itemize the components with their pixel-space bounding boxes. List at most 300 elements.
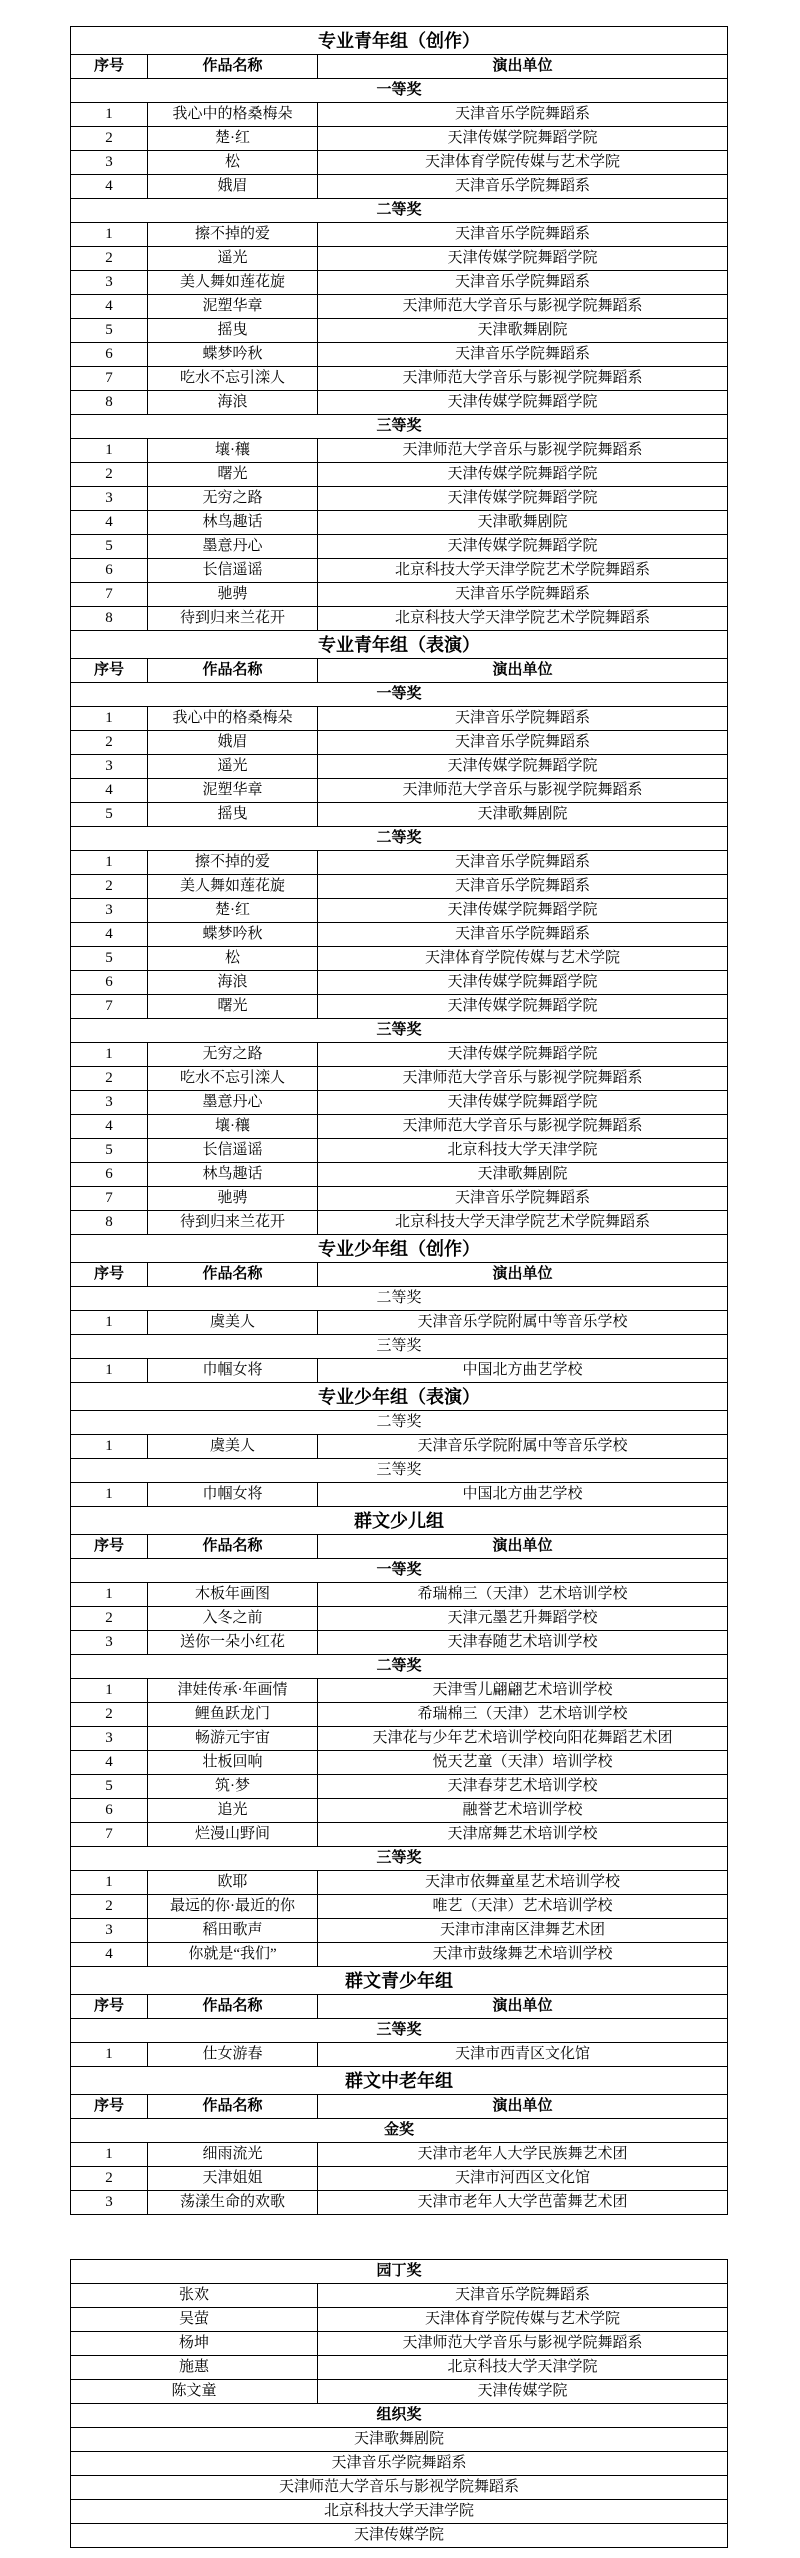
serial-number: 5 — [105, 806, 113, 822]
teacher-unit: 天津师范大学音乐与影视学院舞蹈系 — [317, 2332, 727, 2355]
serial-number: 1 — [105, 1362, 113, 1378]
table-row — [71, 1799, 727, 1823]
header-work-title: 作品名称 — [147, 1263, 317, 1286]
prize-level: 二等奖 — [376, 1290, 422, 1306]
work-title: 驰骋 — [147, 1187, 317, 1210]
work-title: 壤·穰 — [147, 439, 317, 462]
award-section — [71, 1967, 727, 2067]
teacher-unit: 天津音乐学院舞蹈系 — [317, 2284, 727, 2307]
serial-number: 4 — [105, 782, 113, 798]
work-title: 待到归来兰花开 — [147, 1211, 317, 1234]
organization-name: 天津传媒学院 — [353, 2527, 444, 2543]
work-title: 吃水不忘引滦人 — [147, 1067, 317, 1090]
organization-award-row — [71, 2524, 727, 2548]
serial-number: 1 — [105, 2146, 113, 2162]
serial-number: 2 — [105, 1898, 113, 1914]
serial-number: 1 — [105, 1586, 113, 1602]
table-row — [71, 1115, 727, 1139]
table-row — [71, 1359, 727, 1383]
serial-number: 3 — [105, 274, 113, 290]
performing-unit: 天津春随艺术培训学校 — [317, 1631, 727, 1654]
work-title: 蝶梦吟秋 — [147, 343, 317, 366]
gardener-award-row — [71, 2308, 727, 2332]
serial-number: 2 — [105, 734, 113, 750]
serial-number: 3 — [105, 2194, 113, 2210]
performing-unit: 天津传媒学院舞蹈学院 — [317, 391, 727, 414]
work-title: 松 — [147, 947, 317, 970]
serial-number: 5 — [105, 1142, 113, 1158]
performing-unit: 希瑞棉三（天津）艺术培训学校 — [317, 1583, 727, 1606]
table-row — [71, 1871, 727, 1895]
header-performing-unit: 演出单位 — [317, 659, 727, 682]
header-serial-number: 序号 — [93, 1998, 124, 2014]
prize-level-row — [71, 415, 727, 439]
performing-unit: 天津市老年人大学民族舞艺术团 — [317, 2143, 727, 2166]
section-title: 专业少年组（表演） — [318, 1386, 480, 1407]
performing-unit: 天津师范大学音乐与影视学院舞蹈系 — [317, 295, 727, 318]
serial-number: 2 — [105, 1070, 113, 1086]
serial-number: 1 — [105, 2046, 113, 2062]
table-row — [71, 1067, 727, 1091]
section-title: 群文少儿组 — [354, 1510, 444, 1531]
performing-unit: 天津歌舞剧院 — [317, 511, 727, 534]
performing-unit: 天津花与少年艺术培训学校向阳花舞蹈艺术团 — [317, 1727, 727, 1750]
work-title: 欧耶 — [147, 1871, 317, 1894]
teacher-unit: 天津传媒学院 — [317, 2380, 727, 2403]
performing-unit: 天津音乐学院舞蹈系 — [317, 923, 727, 946]
performing-unit: 天津市依舞童星艺术培训学校 — [317, 1871, 727, 1894]
prize-level: 一等奖 — [376, 1562, 422, 1578]
table-row — [71, 2143, 727, 2167]
performing-unit: 天津音乐学院附属中等音乐学校 — [317, 1311, 727, 1334]
serial-number: 6 — [105, 1166, 113, 1182]
table-row — [71, 1727, 727, 1751]
serial-number: 5 — [105, 538, 113, 554]
work-title: 美人舞如莲花旋 — [147, 271, 317, 294]
performing-unit: 天津元墨艺升舞蹈学校 — [317, 1607, 727, 1630]
organization-award-row — [71, 2500, 727, 2524]
section-title: 专业青年组（表演） — [318, 634, 480, 655]
performing-unit: 天津市津南区津舞艺术团 — [317, 1919, 727, 1942]
table-row — [71, 1043, 727, 1067]
section-title-row — [71, 1383, 727, 1411]
serial-number: 1 — [105, 1682, 113, 1698]
section-title-row — [71, 1235, 727, 1263]
table-row — [71, 247, 727, 271]
award-section — [71, 1235, 727, 1383]
table-row — [71, 1163, 727, 1187]
work-title: 擦不掉的爱 — [147, 223, 317, 246]
serial-number: 8 — [105, 610, 113, 626]
header-work-title: 作品名称 — [147, 55, 317, 78]
prize-level-row — [71, 1287, 727, 1311]
serial-number: 5 — [105, 1778, 113, 1794]
performing-unit: 天津传媒学院舞蹈学院 — [317, 971, 727, 994]
table-row — [71, 1311, 727, 1335]
gardener-award-row — [71, 2332, 727, 2356]
performing-unit: 北京科技大学天津学院艺术学院舞蹈系 — [317, 559, 727, 582]
serial-number: 7 — [105, 998, 113, 1014]
performing-unit: 天津师范大学音乐与影视学院舞蹈系 — [317, 1067, 727, 1090]
award-section — [71, 1383, 727, 1507]
table-row — [71, 559, 727, 583]
work-title: 遥光 — [147, 755, 317, 778]
award-section — [71, 1507, 727, 1967]
table-row — [71, 947, 727, 971]
table-row — [71, 995, 727, 1019]
column-header-row — [71, 659, 727, 683]
section-title-row — [71, 631, 727, 659]
serial-number: 3 — [105, 902, 113, 918]
performing-unit: 天津传媒学院舞蹈学院 — [317, 463, 727, 486]
prize-level-row — [71, 683, 727, 707]
organization-award-title-row — [71, 2404, 727, 2428]
work-title: 我心中的格桑梅朵 — [147, 707, 317, 730]
work-title: 仕女游春 — [147, 2043, 317, 2066]
work-title: 松 — [147, 151, 317, 174]
organization-award-row — [71, 2452, 727, 2476]
prize-level: 三等奖 — [376, 1462, 422, 1478]
performing-unit: 希瑞棉三（天津）艺术培训学校 — [317, 1703, 727, 1726]
table-row — [71, 1775, 727, 1799]
prize-level: 二等奖 — [376, 1658, 422, 1674]
performing-unit: 天津传媒学院舞蹈学院 — [317, 127, 727, 150]
table-row — [71, 295, 727, 319]
serial-number: 7 — [105, 1190, 113, 1206]
performing-unit: 天津音乐学院舞蹈系 — [317, 223, 727, 246]
prize-level-row — [71, 2119, 727, 2143]
work-title: 畅游元宇宙 — [147, 1727, 317, 1750]
work-title: 壮板回响 — [147, 1751, 317, 1774]
serial-number: 1 — [105, 1486, 113, 1502]
prize-level-row — [71, 1411, 727, 1435]
table-row — [71, 851, 727, 875]
serial-number: 5 — [105, 322, 113, 338]
serial-number: 4 — [105, 1754, 113, 1770]
organization-name: 北京科技大学天津学院 — [323, 2503, 474, 2519]
teacher-name: 陈文童 — [171, 2383, 217, 2399]
table-row — [71, 1607, 727, 1631]
work-title: 巾帼女将 — [147, 1483, 317, 1506]
work-title: 烂漫山野间 — [147, 1823, 317, 1846]
work-title: 细雨流光 — [147, 2143, 317, 2166]
performing-unit: 天津音乐学院舞蹈系 — [317, 271, 727, 294]
performing-unit: 天津市西青区文化馆 — [317, 2043, 727, 2066]
serial-number: 3 — [105, 1634, 113, 1650]
work-title: 泥塑华章 — [147, 295, 317, 318]
performing-unit: 唯艺（天津）艺术培训学校 — [317, 1895, 727, 1918]
performing-unit: 北京科技大学天津学院艺术学院舞蹈系 — [317, 607, 727, 630]
prize-level-row — [71, 1559, 727, 1583]
performing-unit: 天津歌舞剧院 — [317, 1163, 727, 1186]
work-title: 摇曳 — [147, 803, 317, 826]
work-title: 娥眉 — [147, 731, 317, 754]
table-row — [71, 2043, 727, 2067]
work-title: 送你一朵小红花 — [147, 1631, 317, 1654]
performing-unit: 天津师范大学音乐与影视学院舞蹈系 — [317, 367, 727, 390]
header-serial-number: 序号 — [93, 1266, 124, 1282]
work-title: 稻田歌声 — [147, 1919, 317, 1942]
table-row — [71, 731, 727, 755]
performing-unit: 北京科技大学天津学院 — [317, 1139, 727, 1162]
table-row — [71, 535, 727, 559]
section-title-row — [71, 27, 727, 55]
table-row — [71, 1187, 727, 1211]
table-row — [71, 899, 727, 923]
teacher-name: 杨坤 — [178, 2335, 209, 2351]
serial-number: 4 — [105, 514, 113, 530]
performing-unit: 天津体育学院传媒与艺术学院 — [317, 947, 727, 970]
prize-level: 三等奖 — [376, 2022, 422, 2038]
work-title: 吃水不忘引滦人 — [147, 367, 317, 390]
header-performing-unit: 演出单位 — [317, 1263, 727, 1286]
work-title: 天津姐姐 — [147, 2167, 317, 2190]
table-row — [71, 367, 727, 391]
table-row — [71, 1895, 727, 1919]
prize-level-row — [71, 1655, 727, 1679]
performing-unit: 天津歌舞剧院 — [317, 319, 727, 342]
organization-name: 天津音乐学院舞蹈系 — [331, 2455, 467, 2471]
work-title: 虞美人 — [147, 1435, 317, 1458]
table-row — [71, 1823, 727, 1847]
performing-unit: 天津传媒学院舞蹈学院 — [317, 755, 727, 778]
performing-unit: 天津音乐学院舞蹈系 — [317, 103, 727, 126]
table-row — [71, 343, 727, 367]
work-title: 林鸟趣话 — [147, 511, 317, 534]
column-header-row — [71, 1535, 727, 1559]
serial-number: 6 — [105, 562, 113, 578]
prize-level: 二等奖 — [376, 830, 422, 846]
serial-number: 5 — [105, 950, 113, 966]
work-title: 我心中的格桑梅朵 — [147, 103, 317, 126]
table-row — [71, 1703, 727, 1727]
section-title-row — [71, 2067, 727, 2095]
prize-level: 三等奖 — [376, 1338, 422, 1354]
award-section — [71, 631, 727, 1235]
performing-unit: 天津音乐学院舞蹈系 — [317, 731, 727, 754]
prize-level: 一等奖 — [376, 686, 422, 702]
performing-unit: 天津春芽艺术培训学校 — [317, 1775, 727, 1798]
prize-level: 三等奖 — [376, 1022, 422, 1038]
work-title: 最远的你·最近的你 — [147, 1895, 317, 1918]
header-serial-number: 序号 — [93, 2098, 124, 2114]
work-title: 美人舞如莲花旋 — [147, 875, 317, 898]
header-work-title: 作品名称 — [147, 1535, 317, 1558]
performing-unit: 天津音乐学院舞蹈系 — [317, 707, 727, 730]
table-row — [71, 271, 727, 295]
performing-unit: 天津传媒学院舞蹈学院 — [317, 535, 727, 558]
serial-number: 2 — [105, 1706, 113, 1722]
work-title: 海浪 — [147, 391, 317, 414]
work-title: 曙光 — [147, 463, 317, 486]
prize-level-row — [71, 199, 727, 223]
awards-table — [70, 26, 728, 2215]
serial-number: 4 — [105, 1946, 113, 1962]
section-title: 专业青年组（创作） — [318, 30, 480, 51]
performing-unit: 天津音乐学院舞蹈系 — [317, 175, 727, 198]
column-header-row — [71, 55, 727, 79]
organization-name: 天津歌舞剧院 — [353, 2431, 444, 2447]
table-row — [71, 1751, 727, 1775]
work-title: 入冬之前 — [147, 1607, 317, 1630]
teacher-unit: 天津体育学院传媒与艺术学院 — [317, 2308, 727, 2331]
performing-unit: 天津音乐学院附属中等音乐学校 — [317, 1435, 727, 1458]
serial-number: 8 — [105, 1214, 113, 1230]
performing-unit: 天津体育学院传媒与艺术学院 — [317, 151, 727, 174]
table-row — [71, 1435, 727, 1459]
performing-unit: 天津音乐学院舞蹈系 — [317, 851, 727, 874]
table-row — [71, 2191, 727, 2215]
serial-number: 4 — [105, 298, 113, 314]
gardener-award-title-row — [71, 2260, 727, 2284]
work-title: 虞美人 — [147, 1311, 317, 1334]
table-row — [71, 1631, 727, 1655]
prize-level-row — [71, 79, 727, 103]
serial-number: 1 — [105, 106, 113, 122]
table-row — [71, 223, 727, 247]
serial-number: 3 — [105, 154, 113, 170]
prize-level-row — [71, 1019, 727, 1043]
performing-unit: 天津传媒学院舞蹈学院 — [317, 899, 727, 922]
table-row — [71, 391, 727, 415]
serial-number: 7 — [105, 370, 113, 386]
table-row — [71, 439, 727, 463]
table-row — [71, 319, 727, 343]
work-title: 长信遥谣 — [147, 559, 317, 582]
prize-level: 二等奖 — [376, 202, 422, 218]
table-row — [71, 487, 727, 511]
work-title: 墨意丹心 — [147, 535, 317, 558]
work-title: 壤·穰 — [147, 1115, 317, 1138]
serial-number: 1 — [105, 854, 113, 870]
table-row — [71, 103, 727, 127]
work-title: 木板年画图 — [147, 1583, 317, 1606]
table-row — [71, 1483, 727, 1507]
work-title: 追光 — [147, 1799, 317, 1822]
column-header-row — [71, 1995, 727, 2019]
performing-unit: 悦天艺童（天津）培训学校 — [317, 1751, 727, 1774]
prize-level-row — [71, 2019, 727, 2043]
serial-number: 4 — [105, 178, 113, 194]
table-row — [71, 707, 727, 731]
serial-number: 1 — [105, 710, 113, 726]
performing-unit: 天津音乐学院舞蹈系 — [317, 1187, 727, 1210]
table-row — [71, 1919, 727, 1943]
teacher-unit: 北京科技大学天津学院 — [317, 2356, 727, 2379]
header-performing-unit: 演出单位 — [317, 1995, 727, 2018]
table-row — [71, 1211, 727, 1235]
serial-number: 2 — [105, 130, 113, 146]
work-title: 筑·梦 — [147, 1775, 317, 1798]
table-row — [71, 127, 727, 151]
gardener-award-row — [71, 2380, 727, 2404]
prize-level-row — [71, 1335, 727, 1359]
serial-number: 8 — [105, 394, 113, 410]
work-title: 遥光 — [147, 247, 317, 270]
work-title: 津娃传承·年画情 — [147, 1679, 317, 1702]
serial-number: 3 — [105, 1094, 113, 1110]
serial-number: 2 — [105, 250, 113, 266]
performing-unit: 天津雪儿翩翩艺术培训学校 — [317, 1679, 727, 1702]
serial-number: 7 — [105, 586, 113, 602]
table-row — [71, 1139, 727, 1163]
work-title: 蝶梦吟秋 — [147, 923, 317, 946]
serial-number: 2 — [105, 2170, 113, 2186]
table-row — [71, 803, 727, 827]
serial-number: 2 — [105, 878, 113, 894]
prize-level-row — [71, 1847, 727, 1871]
work-title: 泥塑华章 — [147, 779, 317, 802]
work-title: 楚·红 — [147, 899, 317, 922]
performing-unit: 天津师范大学音乐与影视学院舞蹈系 — [317, 439, 727, 462]
table-row — [71, 151, 727, 175]
serial-number: 6 — [105, 346, 113, 362]
gardener-award-row — [71, 2356, 727, 2380]
header-serial-number: 序号 — [93, 58, 124, 74]
organization-award-title: 组织奖 — [376, 2407, 422, 2423]
work-title: 无穷之路 — [147, 487, 317, 510]
serial-number: 1 — [105, 226, 113, 242]
prize-level: 金奖 — [383, 2122, 414, 2138]
organization-name: 天津师范大学音乐与影视学院舞蹈系 — [278, 2479, 519, 2495]
table-row — [71, 1091, 727, 1115]
serial-number: 1 — [105, 1314, 113, 1330]
special-awards-table — [70, 2259, 728, 2548]
column-header-row — [71, 1263, 727, 1287]
performing-unit: 天津音乐学院舞蹈系 — [317, 343, 727, 366]
serial-number: 3 — [105, 1730, 113, 1746]
performing-unit: 中国北方曲艺学校 — [317, 1483, 727, 1506]
performing-unit: 北京科技大学天津学院艺术学院舞蹈系 — [317, 1211, 727, 1234]
serial-number: 1 — [105, 1874, 113, 1890]
table-row — [71, 875, 727, 899]
header-serial-number: 序号 — [93, 1538, 124, 1554]
serial-number: 6 — [105, 1802, 113, 1818]
teacher-name: 施惠 — [178, 2359, 209, 2375]
section-title: 专业少年组（创作） — [318, 1238, 480, 1259]
performing-unit: 天津市鼓缘舞艺术培训学校 — [317, 1943, 727, 1966]
performing-unit: 天津传媒学院舞蹈学院 — [317, 995, 727, 1018]
prize-level-row — [71, 827, 727, 851]
header-serial-number: 序号 — [93, 662, 124, 678]
column-header-row — [71, 2095, 727, 2119]
header-performing-unit: 演出单位 — [317, 55, 727, 78]
prize-level: 三等奖 — [376, 1850, 422, 1866]
table-row — [71, 511, 727, 535]
serial-number: 4 — [105, 1118, 113, 1134]
table-row — [71, 463, 727, 487]
work-title: 墨意丹心 — [147, 1091, 317, 1114]
prize-level: 二等奖 — [376, 1414, 422, 1430]
performing-unit: 中国北方曲艺学校 — [317, 1359, 727, 1382]
table-row — [71, 971, 727, 995]
header-work-title: 作品名称 — [147, 659, 317, 682]
performing-unit: 天津传媒学院舞蹈学院 — [317, 1043, 727, 1066]
prize-level: 三等奖 — [376, 418, 422, 434]
work-title: 海浪 — [147, 971, 317, 994]
table-row — [71, 779, 727, 803]
serial-number: 6 — [105, 974, 113, 990]
performing-unit: 天津传媒学院舞蹈学院 — [317, 487, 727, 510]
header-work-title: 作品名称 — [147, 2095, 317, 2118]
teacher-name: 吴萤 — [178, 2311, 209, 2327]
table-row — [71, 1679, 727, 1703]
serial-number: 2 — [105, 466, 113, 482]
performing-unit: 天津歌舞剧院 — [317, 803, 727, 826]
work-title: 你就是“我们” — [147, 1943, 317, 1966]
table-row — [71, 607, 727, 631]
work-title: 曙光 — [147, 995, 317, 1018]
